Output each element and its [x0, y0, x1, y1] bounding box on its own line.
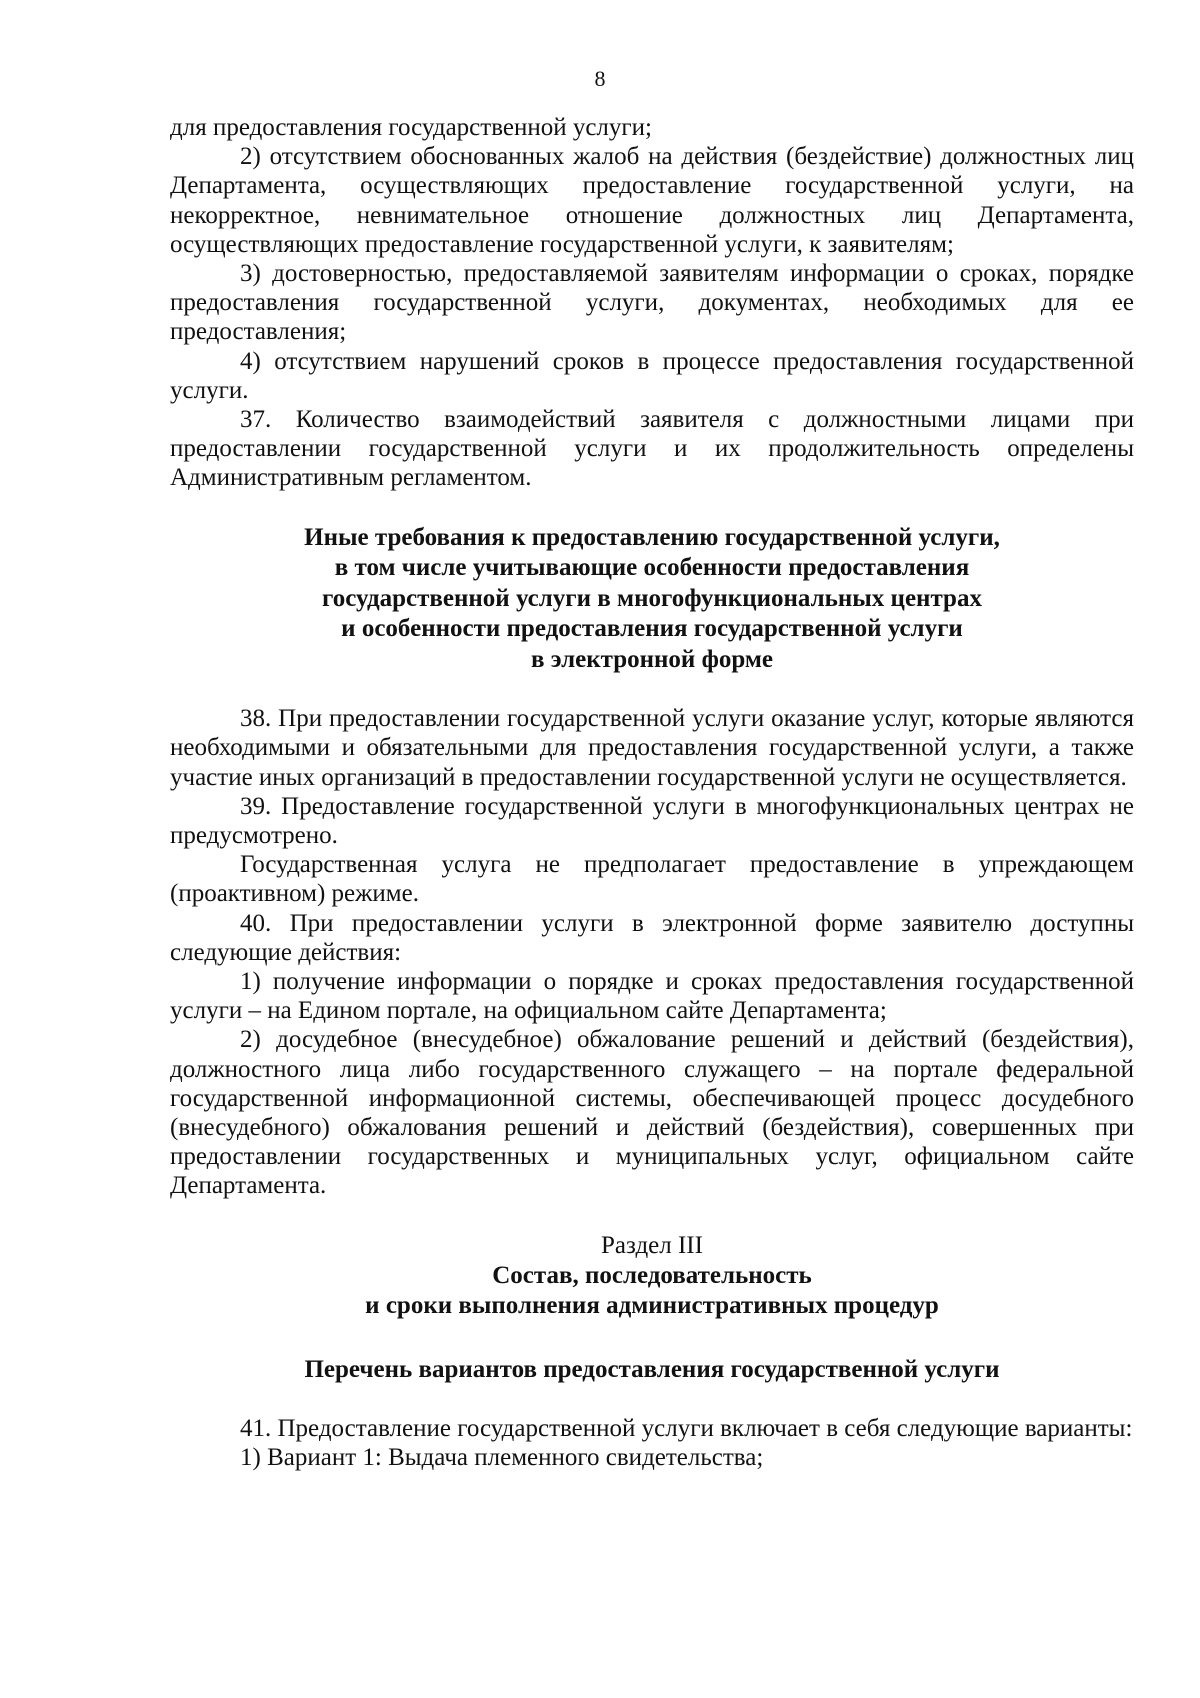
heading-line: Иные требования к предоставлению государственной услуги,: [304, 523, 1000, 551]
paragraph: 37. Количество взаимодействий заявителя с должностными лицами при предоставлении государственной услуги и их продолжительность определены Административным регламентом.: [170, 406, 1134, 492]
paragraph: 41. Предоставление государственной услуги включает в себя следующие варианты:: [240, 1415, 1133, 1443]
document-body: [170, 113, 1134, 1473]
subsection-heading: [170, 1355, 1134, 1386]
paragraph: 2) досудебное (внесудебное) обжалование решений и действий (бездействия), должностного лица либо государственного служащего – на портале федеральной государственной информационной системы, обеспечивающей процесс досудебного (внесудебного) обжалования решений и действий (бездействия), совершенных при предоставлении государственных и муниципальных услуг, официальном сайте Департамента.: [170, 1026, 1134, 1200]
section-title-line: и сроки выполнения административных процедур: [365, 1292, 939, 1320]
paragraph: 39. Предоставление государственной услуги в многофункциональных центрах не предусмотрено.: [170, 792, 1134, 849]
heading-line: в том числе учитывающие особенности предоставления: [334, 554, 970, 582]
section-heading: [170, 523, 1134, 676]
paragraph: 1) получение информации о порядке и сроках предоставления государственной услуги – на Едином портале, на официальном сайте Департамента;: [170, 967, 1134, 1025]
paragraph: 4) отсутствием нарушений сроков в процессе предоставления государственной услуги.: [170, 347, 1134, 404]
paragraph: 38. При предоставлении государственной услуги оказание услуг, которые являются необходимыми и обязательными для предоставления государственной услуги, а также участие иных организаций в предоставлении государственной услуги не осуществляется.: [170, 705, 1134, 791]
paragraph: 40. При предоставлении услуги в электронной форме заявителю доступны следующие действия:: [170, 909, 1134, 966]
paragraph: для предоставления государственной услуги;: [170, 114, 652, 141]
paragraph: 3) достоверностью, предоставляемой заявителям информации о сроках, порядке предоставления государственной услуги, документах, необходимых для ее предоставления;: [170, 260, 1134, 346]
section-label: Раздел III: [601, 1231, 703, 1259]
heading-line: Перечень вариантов предоставления государственной услуги: [304, 1355, 1000, 1383]
paragraph: 1) Вариант 1: Выдача племенного свидетельства;: [240, 1444, 764, 1472]
paragraph: Государственная услуга не предполагает предоставление в упреждающем (проактивном) режиме.: [170, 851, 1134, 908]
section-title-line: Состав, последовательность: [492, 1261, 812, 1289]
heading-line: и особенности предоставления государственной услуги: [341, 615, 963, 643]
page-number: 8: [594, 66, 606, 91]
paragraph: 2) отсутствием обоснованных жалоб на действия (бездействие) должностных лиц Департамента, осуществляющих предоставление государственной услуги, на некорректное, невнимательное отношение должностных лиц Департамента, осуществляющих предоставление государственной услуги, к заявителям;: [170, 143, 1134, 258]
section-header: [170, 1231, 1134, 1322]
heading-line: государственной услуги в многофункциональных центрах: [322, 584, 982, 612]
heading-line: в электронной форме: [530, 645, 774, 673]
